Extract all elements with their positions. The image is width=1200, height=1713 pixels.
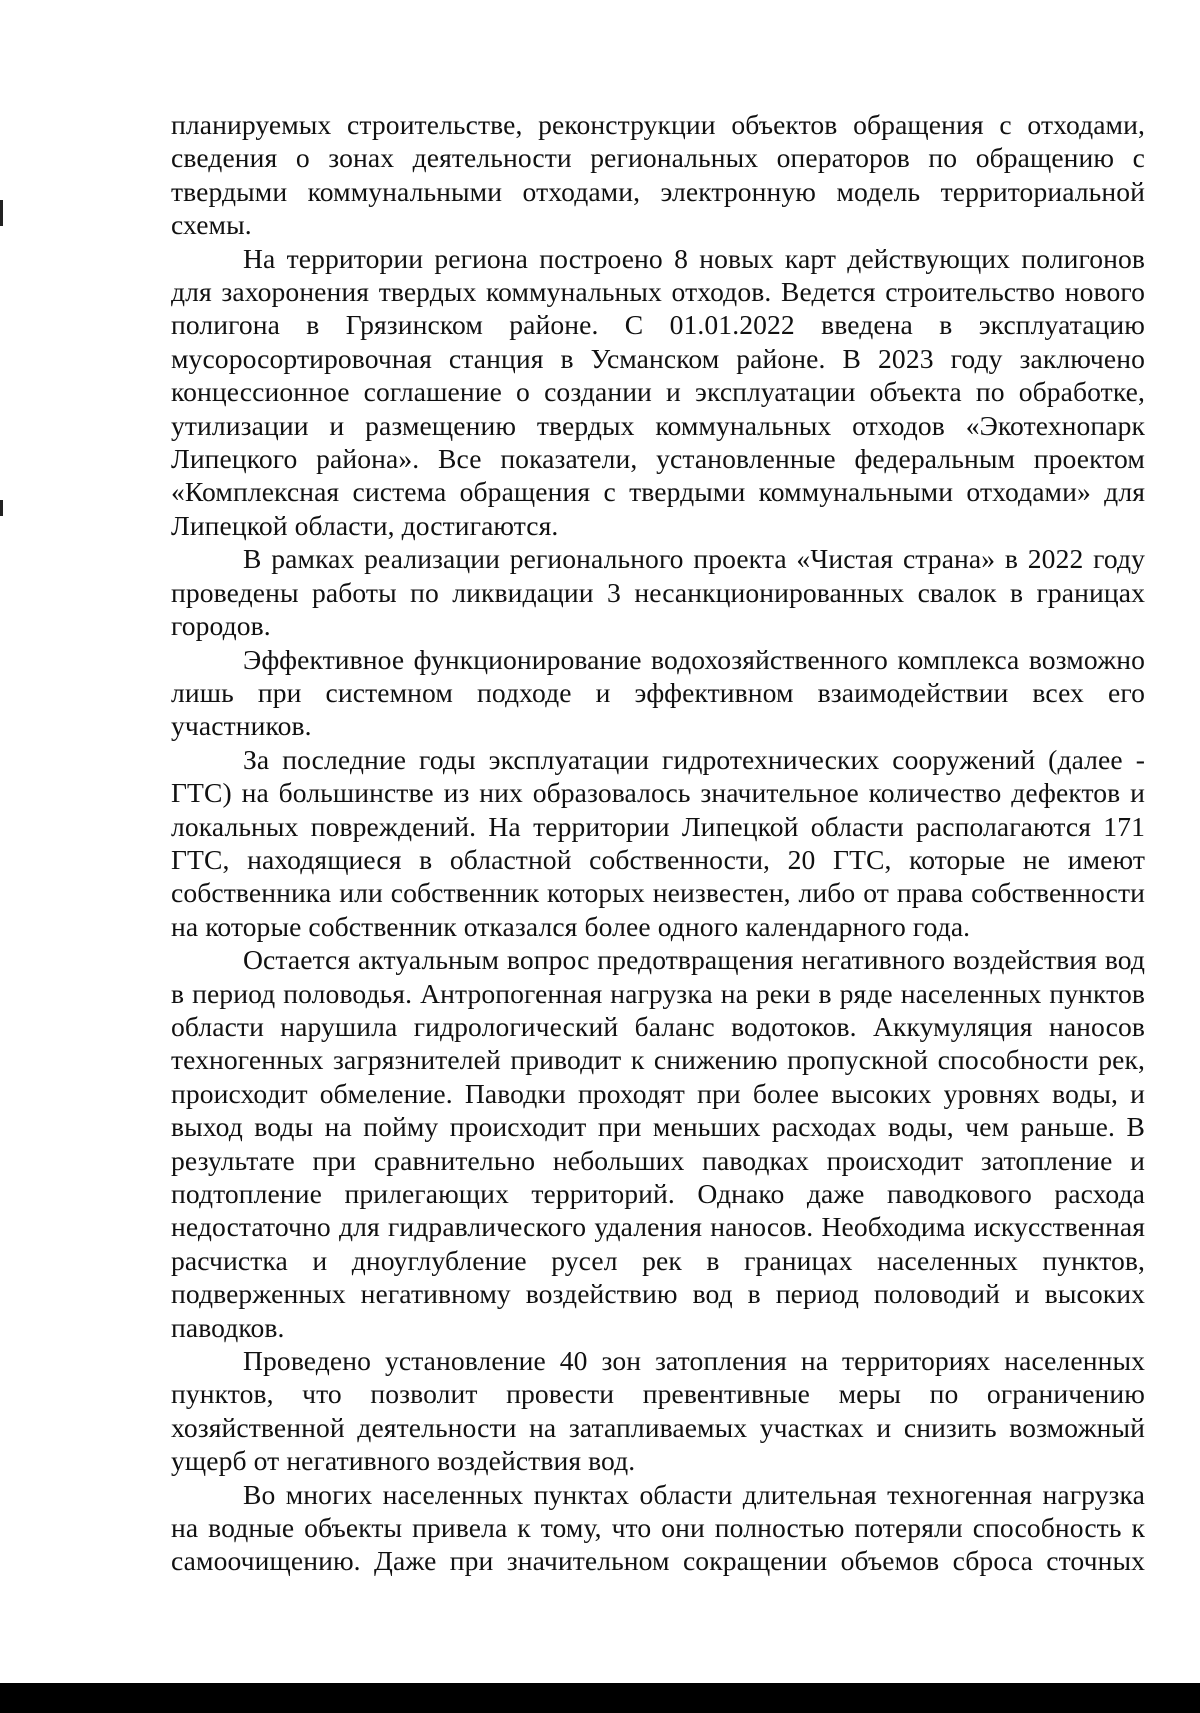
paragraph-3: В рамках реализации регионального проекта «Чистая страна» в 2022 году проведены работы по ликвидации 3 несанкционированных свалок в границах городов. [171,543,1145,642]
document-body [171,108,1145,1578]
paragraph-6: Остается актуальным вопрос предотвращения негативного воздействия вод в период половодья. Антропогенная нагрузка на реки в ряде населенных пунктов области нарушила гидрологический баланс водотоков. Аккумуляция наносов техногенных загрязнителей приводит к снижению пропускной способности рек, происходит обмеление. Паводки проходят при более высоких уровнях воды, и выход воды на пойму происходит при меньших расходах воды, чем раньше. В результате при сравнительно небольших паводках происходит затопление и подтопление прилегающих территорий. Однако даже паводкового расхода недостаточно для гидравлического удаления наносов. Необходима искусственная расчистка и дноуглубление русел рек в границах населенных пунктов, подверженных негативному воздействию вод в период половодий и высоких паводков. [171,944,1145,1343]
paragraph-8: Во многих населенных пунктах области длительная техногенная нагрузка на водные объекты привела к тому, что они полностью потеряли способность к самоочищению. Даже при значительном сокращении объемов сброса сточных [171,1478,1145,1577]
paragraph-2: На территории региона построено 8 новых карт действующих полигонов для захоронения твердых коммунальных отходов. Ведется строительство нового полигона в Грязинском районе. С 01.01.2022 введена в эксплуатацию мусоросортировочная станция в Усманском районе. В 2023 году заключено концессионное соглашение о создании и эксплуатации объекта по обработке, утилизации и размещению твердых коммунальных отходов «Экотехнопарк Липецкого района». Все показатели, установленные федеральным проектом «Комплексная система обращения с твердыми коммунальными отходами» для Липецкой области, достигаются. [171,242,1145,541]
paragraph-7: Проведено установление 40 зон затопления на территориях населенных пунктов, что позволит провести превентивные меры по ограничению хозяйственной деятельности на затапливаемых участках и снизить возможный ущерб от негативного воздействия вод. [171,1345,1145,1477]
paragraph-1: планируемых строительстве, реконструкции объектов обращения с отходами, сведения о зонах деятельности региональных операторов по обращению с твердыми коммунальными отходами, электронную модель территориальной схемы. [171,109,1145,241]
paragraph-5: За последние годы эксплуатации гидротехнических сооружений (далее - ГТС) на большинстве из них образовалось значительное количество дефектов и локальных повреждений. На территории Липецкой области располагаются 171 ГТС, находящиеся в областной собственности, 20 ГТС, которые не имеют собственника или собственник которых неизвестен, либо от права собственности на которые собственник отказался более одного календарного года. [171,743,1145,942]
scan-bottom-border [0,1683,1200,1713]
scan-edge-mark-bottom [0,500,3,516]
paragraph-4: Эффективное функционирование водохозяйственного комплекса возможно лишь при системном подходе и эффективном взаимодействии всех его участников. [171,643,1145,742]
scan-edge-mark-top [0,200,3,226]
